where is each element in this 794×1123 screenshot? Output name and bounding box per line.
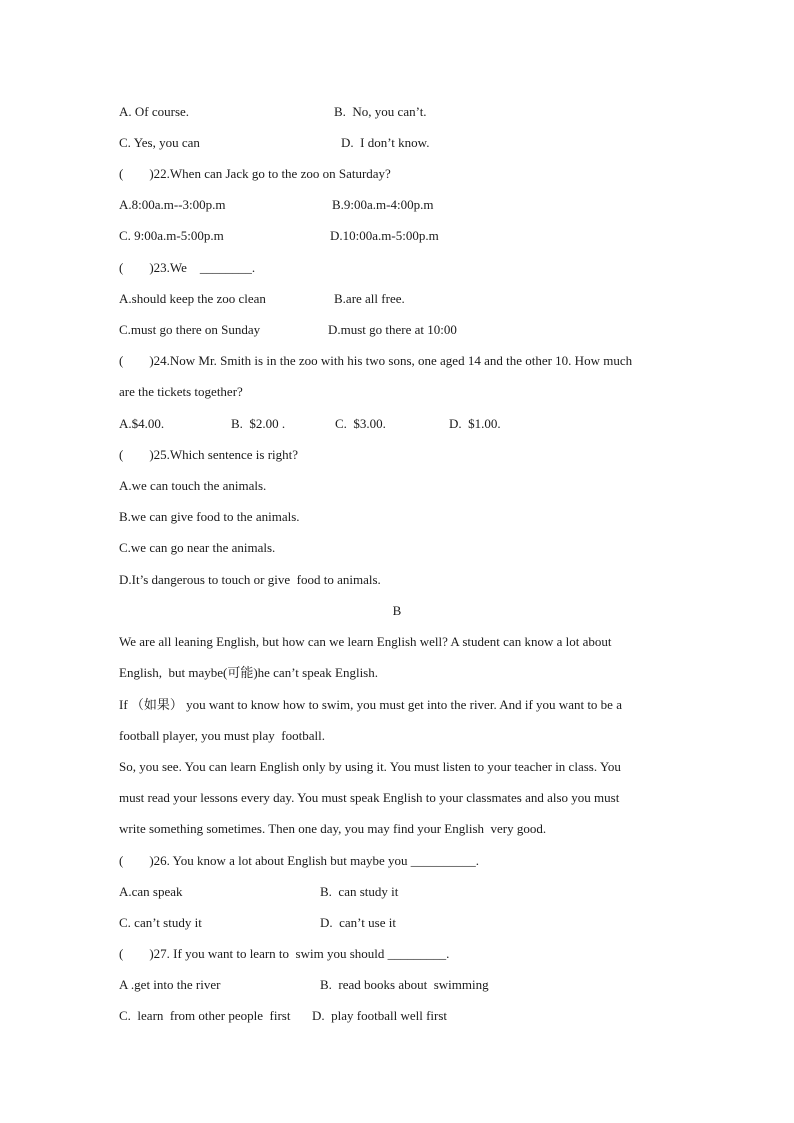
- q22-option-c: C. 9:00a.m-5:00p.m: [119, 228, 224, 243]
- q23-option-d: D.must go there at 10:00: [328, 322, 457, 337]
- question-25: ( )25.Which sentence is right?: [119, 447, 299, 462]
- q24-option-d: D. $1.00.: [449, 416, 501, 431]
- q26-option-c: C. can’t study it: [119, 915, 202, 930]
- passage-line-4: football player, you must play football.: [119, 728, 325, 743]
- question-23: ( )23.We ________.: [119, 260, 256, 275]
- option-d: D. I don’t know.: [341, 135, 430, 150]
- q26-option-d: D. can’t use it: [320, 915, 396, 930]
- question-22: ( )22.When can Jack go to the zoo on Saturday?: [119, 166, 391, 181]
- passage-line-1: We are all leaning English, but how can we learn English well? A student can know a lot about: [119, 634, 612, 649]
- q26-option-b: B. can study it: [320, 884, 399, 899]
- q25-option-c: C.we can go near the animals.: [119, 540, 276, 555]
- q22-option-a: A.8:00a.m--3:00p.m: [119, 197, 226, 212]
- passage-line-7: write something sometimes. Then one day, you may find your English very good.: [119, 821, 547, 836]
- q27-option-c: C. learn from other people first: [119, 1008, 291, 1023]
- q25-option-d: D.It’s dangerous to touch or give food to animals.: [119, 572, 381, 587]
- q25-option-a: A.we can touch the animals.: [119, 478, 267, 493]
- passage-line-6: must read your lessons every day. You must speak English to your classmates and also you must: [119, 790, 620, 805]
- option-c: C. Yes, you can: [119, 135, 200, 150]
- question-24: ( )24.Now Mr. Smith is in the zoo with his two sons, one aged 14 and the other 10. How much: [119, 353, 633, 368]
- passage-line-2: English, but maybe(可能)he can’t speak English.: [119, 665, 378, 680]
- q24-option-c: C. $3.00.: [335, 416, 386, 431]
- q25-option-b: B.we can give food to the animals.: [119, 509, 300, 524]
- q26-option-a: A.can speak: [119, 884, 183, 899]
- q24-option-b: B. $2.00 .: [231, 416, 286, 431]
- passage-line-3: If （如果） you want to know how to swim, you must get into the river. And if you want to be a: [119, 697, 622, 712]
- section-heading-b: B: [392, 603, 402, 618]
- q27-option-a: A .get into the river: [119, 977, 221, 992]
- q24-option-a: A.$4.00.: [119, 416, 165, 431]
- option-a: A. Of course.: [119, 104, 190, 119]
- q22-option-b: B.9:00a.m-4:00p.m: [332, 197, 434, 212]
- passage-line-5: So, you see. You can learn English only by using it. You must listen to your teacher in class. You: [119, 759, 621, 774]
- question-24-cont: are the tickets together?: [119, 384, 243, 399]
- q23-option-a: A.should keep the zoo clean: [119, 291, 266, 306]
- q22-option-d: D.10:00a.m-5:00p.m: [330, 228, 439, 243]
- q23-option-c: C.must go there on Sunday: [119, 322, 261, 337]
- q27-option-b: B. read books about swimming: [320, 977, 489, 992]
- option-b: B. No, you can’t.: [334, 104, 427, 119]
- q23-option-b: B.are all free.: [334, 291, 405, 306]
- question-27: ( )27. If you want to learn to swim you should _________.: [119, 946, 450, 961]
- question-26: ( )26. You know a lot about English but maybe you __________.: [119, 853, 480, 868]
- q27-option-d: D. play football well first: [312, 1008, 448, 1023]
